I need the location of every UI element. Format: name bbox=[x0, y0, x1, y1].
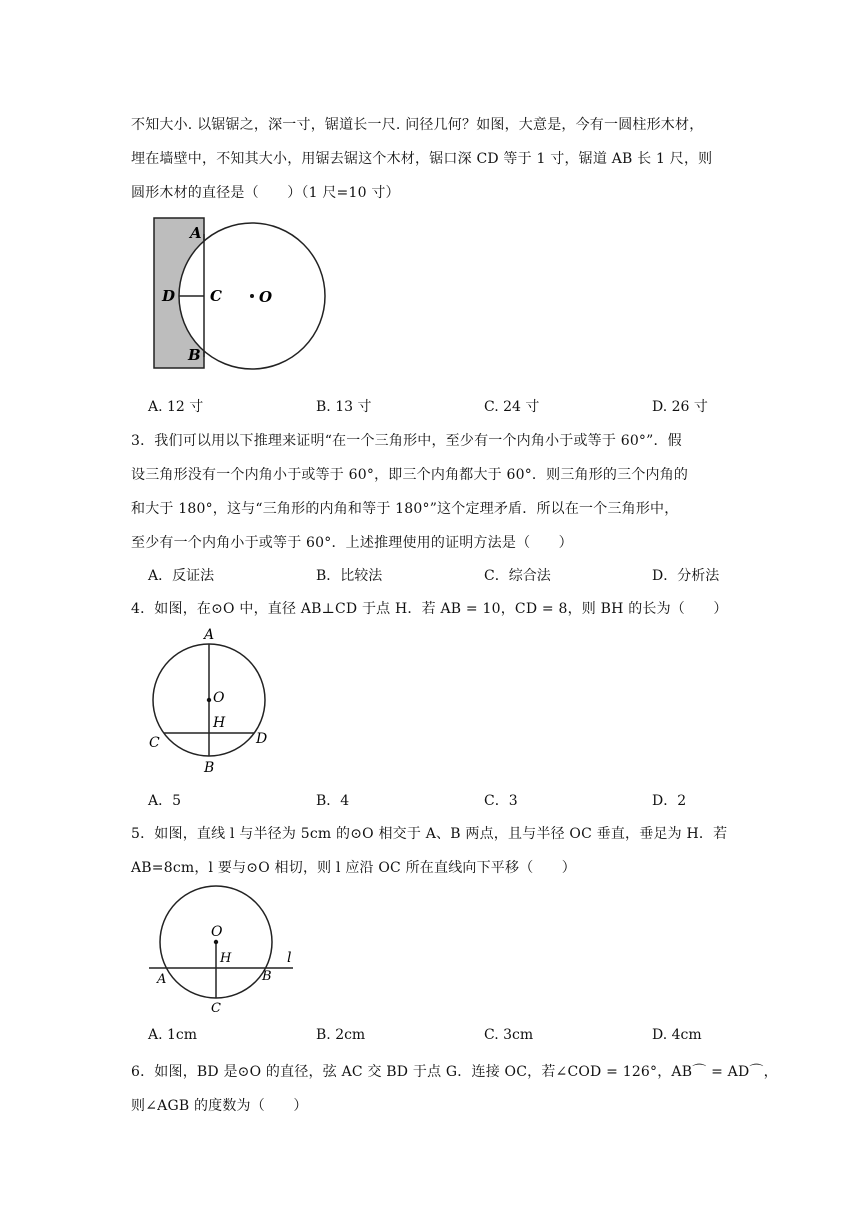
q3-line-4: 至少有一个内角小于或等于 60°．上述推理使用的证明方法是（ ） bbox=[131, 535, 573, 551]
label-d: D bbox=[256, 731, 268, 747]
q2-line-2: 埋在墙壁中，不知其大小，用锯去锯这个木材，锯口深 CD 等于 1 寸，锯道 AB 长 1 尺，则 bbox=[131, 151, 713, 167]
q2-option-c[interactable]: C. 24 寸 bbox=[484, 399, 540, 415]
label-o: O bbox=[211, 924, 223, 940]
q2-option-b[interactable]: B. 13 寸 bbox=[316, 399, 372, 415]
q3-option-b[interactable]: B．比较法 bbox=[316, 568, 383, 584]
q4-option-d[interactable]: D．2 bbox=[652, 793, 687, 809]
label-c: C bbox=[211, 1001, 221, 1016]
q3-line-1: 3．我们可以用以下推理来证明“在一个三角形中，至少有一个内角小于或等于 60°”．假 bbox=[131, 433, 682, 449]
label-h: H bbox=[220, 951, 232, 966]
label-o: O bbox=[213, 690, 225, 706]
q6-line-1: 6．如图，BD 是⊙O 的直径，弦 AC 交 BD 于点 G．连接 OC，若∠COD = 126°，AB⌒ = AD⌒， bbox=[131, 1064, 778, 1080]
q5-line-2: AB=8cm，l 要与⊙O 相切，则 l 应沿 OC 所在直线向下平移（ ） bbox=[131, 860, 577, 876]
q2-options bbox=[148, 396, 728, 416]
label-b: B bbox=[204, 760, 215, 776]
center-dot bbox=[250, 294, 254, 298]
label-a: A bbox=[157, 972, 167, 987]
q3-option-c[interactable]: C．综合法 bbox=[484, 568, 551, 584]
q2-line-3: 圆形木材的直径是（ ）（1 尺=10 寸） bbox=[131, 185, 400, 201]
q4-options bbox=[148, 790, 728, 810]
center-dot bbox=[214, 940, 218, 944]
label-o: O bbox=[259, 288, 273, 306]
label-l: l bbox=[287, 950, 292, 966]
q5-line-1: 5．如图，直线 l 与半径为 5cm 的⊙O 相交于 A、B 两点，且与半径 OC 垂直，垂足为 H．若 bbox=[131, 826, 728, 842]
label-b: B bbox=[188, 346, 201, 364]
q3-line-2: 设三角形没有一个内角小于或等于 60°，即三个内角都大于 60°．则三角形的三个内角的 bbox=[131, 467, 689, 483]
q4-option-a[interactable]: A．5 bbox=[148, 793, 182, 809]
q2-option-d[interactable]: D. 26 寸 bbox=[652, 399, 708, 415]
label-c: C bbox=[210, 287, 222, 305]
label-a: A bbox=[204, 627, 215, 643]
center-dot bbox=[207, 698, 211, 702]
label-b: B bbox=[262, 969, 272, 984]
q3-line-3: 和大于 180°，这与“三角形的内角和等于 180°”这个定理矛盾．所以在一个三角形中， bbox=[131, 501, 679, 517]
label-a: A bbox=[190, 224, 202, 242]
q5-options bbox=[148, 1027, 728, 1047]
q4-line-1: 4．如图，在⊙O 中，直径 AB⊥CD 于点 H．若 AB = 10，CD = 8，则 BH 的长为（ ） bbox=[131, 601, 728, 617]
q5-option-a[interactable]: A. 1cm bbox=[148, 1027, 198, 1043]
q5-option-b[interactable]: B. 2cm bbox=[316, 1027, 366, 1043]
q4-option-b[interactable]: B．4 bbox=[316, 793, 350, 809]
q6-line-2: 则∠AGB 的度数为（ ） bbox=[131, 1098, 308, 1114]
label-d: D bbox=[162, 287, 176, 305]
q5-figure bbox=[147, 884, 317, 1024]
q3-option-a[interactable]: A．反证法 bbox=[148, 568, 215, 584]
q3-option-d[interactable]: D．分析法 bbox=[652, 568, 720, 584]
q2-figure bbox=[150, 214, 330, 374]
q5-option-d[interactable]: D. 4cm bbox=[652, 1027, 702, 1043]
label-c: C bbox=[149, 735, 160, 751]
q2-line-1: 不知大小. 以锯锯之，深一寸，锯道长一尺. 问径几何？如图，大意是，今有一圆柱形木材， bbox=[131, 117, 704, 133]
q2-option-a[interactable]: A. 12 寸 bbox=[148, 399, 204, 415]
q3-options bbox=[148, 565, 728, 585]
label-h: H bbox=[213, 715, 226, 731]
q4-figure bbox=[144, 626, 284, 776]
q4-option-c[interactable]: C．3 bbox=[484, 793, 518, 809]
q5-option-c[interactable]: C. 3cm bbox=[484, 1027, 534, 1043]
